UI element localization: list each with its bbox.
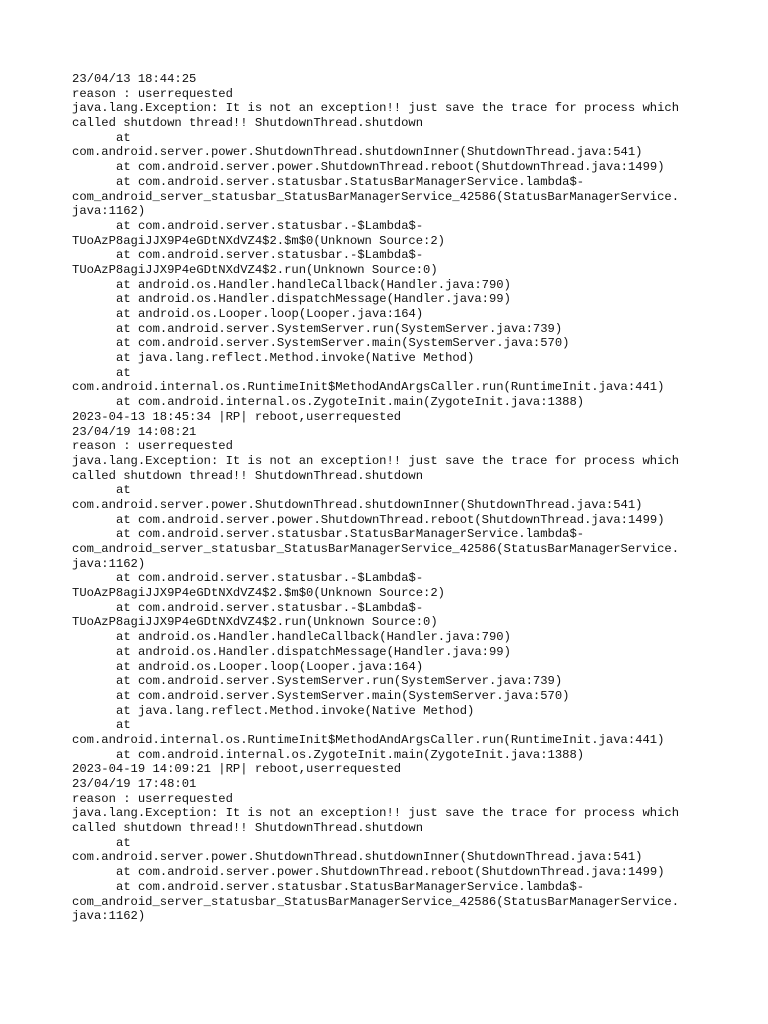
- exception-message-cont: called shutdown thread!! ShutdownThread.shutdown: [72, 116, 424, 131]
- stack-frame: at com.android.server.statusbar.StatusBarManagerService.lambda$-: [116, 879, 585, 894]
- stack-frame: at: [116, 365, 131, 380]
- stack-frame: at android.os.Looper.loop(Looper.java:164): [116, 659, 424, 674]
- stack-frame: at com.android.server.SystemServer.main(SystemServer.java:570): [116, 336, 570, 351]
- stack-frame: at com.android.server.statusbar.StatusBarManagerService.lambda$-: [116, 174, 585, 189]
- stack-frame: at com.android.internal.os.ZygoteInit.main(ZygoteInit.java:1388): [116, 395, 585, 410]
- stack-frame: at android.os.Handler.handleCallback(Handler.java:790): [116, 277, 511, 292]
- stack-frame: at android.os.Looper.loop(Looper.java:164): [116, 307, 424, 321]
- log-entry: [72, 777, 712, 924]
- exception-message: java.lang.Exception: It is not an exception!! just save the trace for process which: [72, 101, 680, 116]
- log-timestamp: 23/04/13 18:44:25: [72, 72, 197, 86]
- stack-frame-cont: com.android.internal.os.RuntimeInit$MethodAndArgsCaller.run(RuntimeInit.java:441): [72, 380, 665, 395]
- stack-frame-cont: com_android_server_statusbar_StatusBarManagerService_42586(StatusBarManagerService.: [72, 189, 680, 204]
- stack-frame-cont: TUoAzP8agiJJX9P4eGDtNXdVZ4$2.run(Unknown Source:0): [72, 262, 438, 277]
- stack-frame-cont: java:1162): [72, 204, 146, 219]
- stack-frame: at com.android.server.SystemServer.run(SystemServer.java:739): [116, 674, 563, 689]
- stack-frame-cont: java:1162): [72, 909, 146, 924]
- stack-frame: at: [116, 130, 131, 145]
- stack-frame: at: [116, 835, 131, 850]
- reboot-record: 2023-04-13 18:45:34 |RP| reboot,userrequested: [72, 409, 402, 424]
- exception-message-cont: called shutdown thread!! ShutdownThread.shutdown: [72, 468, 424, 483]
- stack-frame: at android.os.Handler.handleCallback(Handler.java:790): [116, 630, 511, 645]
- log-reason: reason : userrequested: [72, 791, 233, 806]
- log-timestamp: 23/04/19 14:08:21: [72, 424, 197, 439]
- log-entry: [72, 425, 712, 778]
- crash-log: [72, 72, 712, 924]
- stack-frame-cont: com_android_server_statusbar_StatusBarManagerService_42586(StatusBarManagerService.: [72, 894, 680, 909]
- stack-frame-cont: com.android.server.power.ShutdownThread.shutdownInner(ShutdownThread.java:541): [72, 145, 643, 160]
- stack-frame-cont: com.android.internal.os.RuntimeInit$MethodAndArgsCaller.run(RuntimeInit.java:441): [72, 732, 665, 747]
- stack-frame: at: [116, 483, 131, 498]
- stack-frame: at java.lang.reflect.Method.invoke(Native Method): [116, 703, 475, 718]
- exception-message: java.lang.Exception: It is not an exception!! just save the trace for process which: [72, 806, 680, 821]
- stack-frame: at com.android.server.power.ShutdownThread.reboot(ShutdownThread.java:1499): [116, 865, 665, 880]
- stack-frame: at com.android.server.SystemServer.run(SystemServer.java:739): [116, 321, 563, 336]
- stack-frame: at com.android.server.SystemServer.main(SystemServer.java:570): [116, 688, 570, 703]
- stack-frame: at com.android.server.statusbar.-$Lambda$-: [116, 571, 424, 586]
- stack-frame-cont: com.android.server.power.ShutdownThread.shutdownInner(ShutdownThread.java:541): [72, 850, 643, 865]
- stack-frame: at com.android.server.statusbar.-$Lambda$-: [116, 600, 424, 615]
- stack-frame: at com.android.server.statusbar.-$Lambda$-: [116, 218, 424, 233]
- stack-frame: at com.android.internal.os.ZygoteInit.main(ZygoteInit.java:1388): [116, 747, 585, 762]
- log-reason: reason : userrequested: [72, 86, 233, 101]
- stack-frame-cont: com.android.server.power.ShutdownThread.shutdownInner(ShutdownThread.java:541): [72, 497, 643, 512]
- reboot-record: 2023-04-19 14:09:21 |RP| reboot,userrequested: [72, 762, 402, 777]
- stack-frame: at java.lang.reflect.Method.invoke(Native Method): [116, 351, 475, 366]
- stack-frame-cont: com_android_server_statusbar_StatusBarManagerService_42586(StatusBarManagerService.: [72, 542, 680, 556]
- stack-frame: at android.os.Handler.dispatchMessage(Handler.java:99): [116, 644, 511, 659]
- stack-frame: at com.android.server.power.ShutdownThread.reboot(ShutdownThread.java:1499): [116, 160, 665, 175]
- stack-frame-cont: java:1162): [72, 556, 146, 571]
- stack-frame-cont: TUoAzP8agiJJX9P4eGDtNXdVZ4$2.run(Unknown Source:0): [72, 615, 438, 630]
- log-entry: [72, 72, 712, 425]
- stack-frame: at android.os.Handler.dispatchMessage(Handler.java:99): [116, 292, 511, 307]
- log-timestamp: 23/04/19 17:48:01: [72, 777, 197, 791]
- exception-message-cont: called shutdown thread!! ShutdownThread.shutdown: [72, 821, 424, 836]
- stack-frame: at com.android.server.statusbar.StatusBarManagerService.lambda$-: [116, 527, 585, 542]
- stack-frame-cont: TUoAzP8agiJJX9P4eGDtNXdVZ4$2.$m$0(Unknown Source:2): [72, 233, 445, 248]
- stack-frame: at: [116, 718, 131, 733]
- stack-frame-cont: TUoAzP8agiJJX9P4eGDtNXdVZ4$2.$m$0(Unknown Source:2): [72, 586, 445, 601]
- log-reason: reason : userrequested: [72, 439, 233, 454]
- stack-frame: at com.android.server.power.ShutdownThread.reboot(ShutdownThread.java:1499): [116, 512, 665, 527]
- stack-frame: at com.android.server.statusbar.-$Lambda$-: [116, 248, 424, 263]
- exception-message: java.lang.Exception: It is not an exception!! just save the trace for process which: [72, 453, 680, 468]
